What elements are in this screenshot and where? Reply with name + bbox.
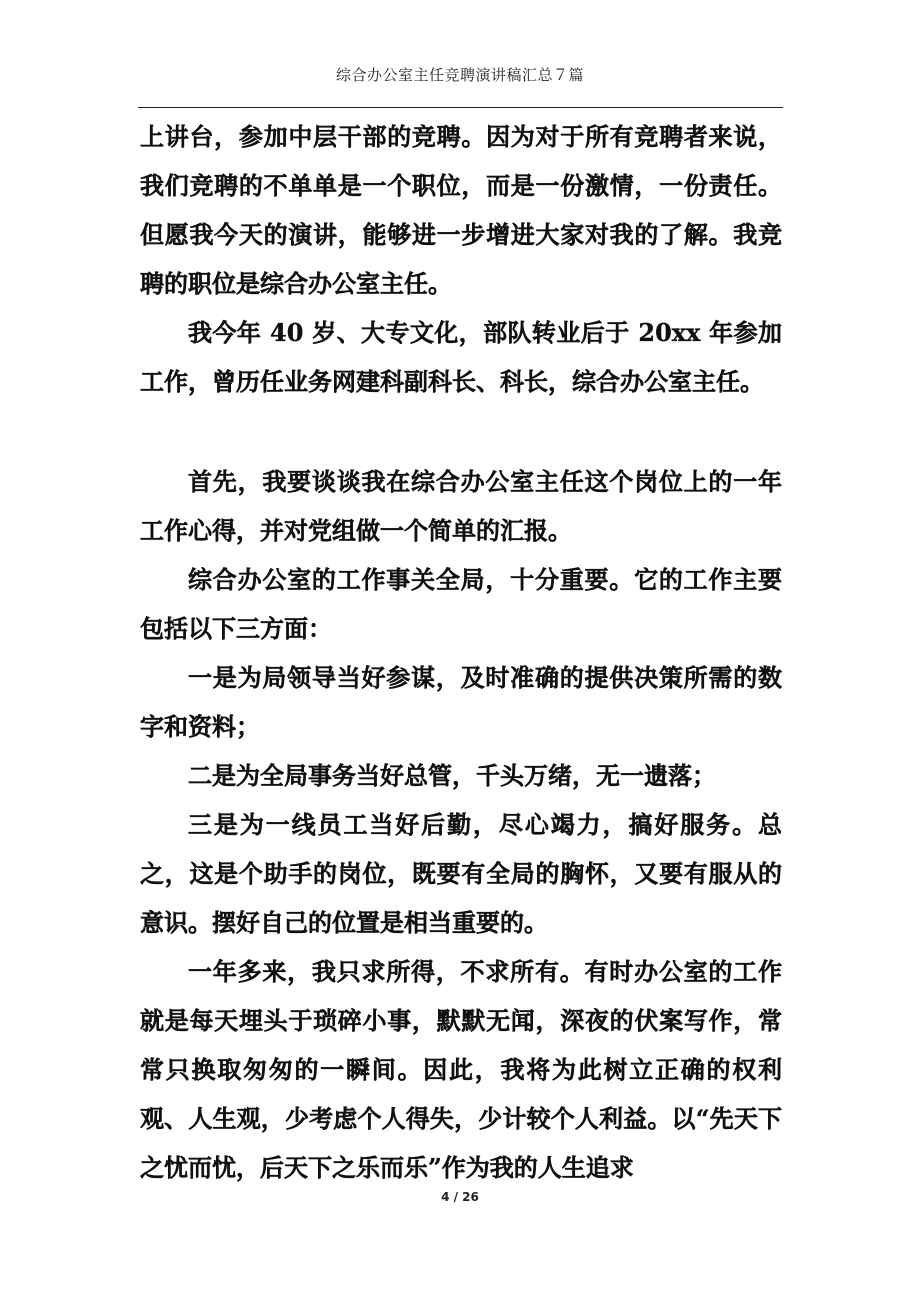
header-divider	[138, 107, 783, 108]
paragraph-continuation: 上讲台，参加中层干部的竞聘。因为对于所有竞聘者来说，我们竞聘的不单单是一个职位，而是一份激情，一份责任。但愿我今天的演讲，能够进一步增进大家对我的了解。我竞聘的职位是综合办公室主任。	[140, 122, 782, 298]
paragraph-personal-info: 我今年 40 岁、大专文化，部队转业后于 20xx 年参加工作，曾历任业务网建科副科长、科长，综合办公室主任。	[140, 318, 782, 396]
document-body	[140, 112, 782, 1192]
page-header-title: 综合办公室主任竞聘演讲稿汇总７篇	[335, 66, 584, 84]
paragraph-duty-three: 三是为一线员工当好后勤，尽心竭力，搞好服务。总之，这是个助手的岗位，既要有全局的胸怀，又要有服从的意识。摆好自己的位置是相当重要的。	[140, 810, 782, 937]
paragraph-reflection: 一年多来，我只求所得，不求所有。有时办公室的工作就是每天埋头于琐碎小事，默默无闻，深夜的伏案写作，常常只换取匆匆的一瞬间。因此，我将为此树立正确的权利观、人生观，少考虑个人得失，少计较个人利益。以“先天下之忧而忧，后天下之乐而乐”作为我的人生追求	[140, 957, 782, 1182]
paragraph-office-overview: 综合办公室的工作事关全局，十分重要。它的工作主要包括以下三方面：	[140, 565, 782, 643]
paragraph-first-point: 首先，我要谈谈我在综合办公室主任这个岗位上的一年工作心得，并对党组做一个简单的汇报。	[140, 467, 782, 545]
paragraph-duty-two: 二是为全局事务当好总管，千头万绪，无一遗落；	[188, 761, 716, 790]
page-number: 4 / 26	[441, 1190, 479, 1204]
paragraph-duty-one: 一是为局领导当好参谋，及时准确的提供决策所需的数字和资料；	[140, 663, 782, 741]
